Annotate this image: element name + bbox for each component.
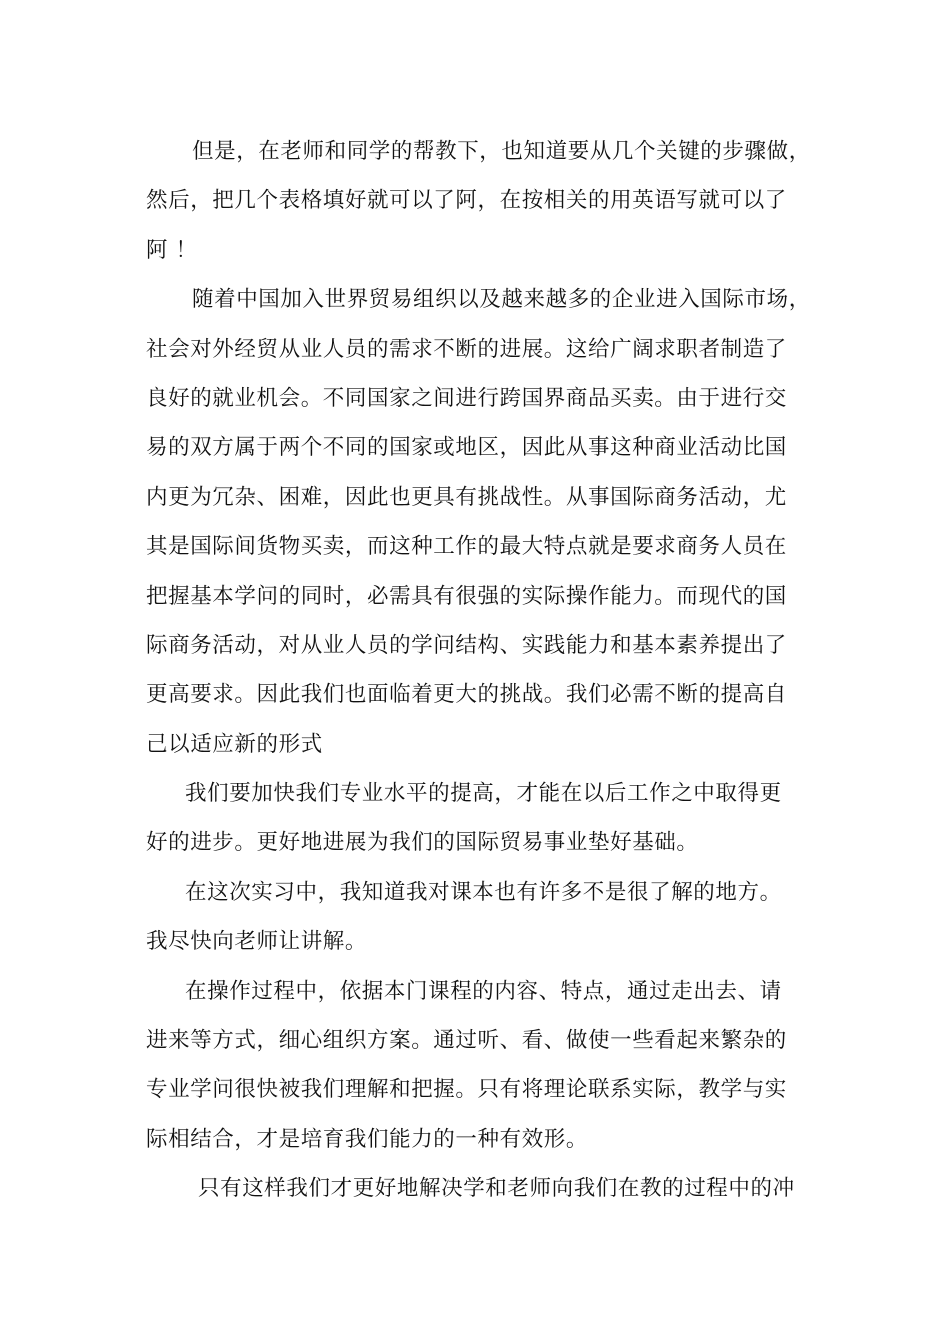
paragraph-2-line-7: 把握基本学问的同时，必需具有很强的实际操作能力。而现代的国: [146, 583, 787, 609]
paragraph-2-line-2: 社会对外经贸从业人员的需求不断的进展。这给广阔求职者制造了: [146, 336, 787, 362]
paragraph-5-line-3: 专业学问很快被我们理解和把握。只有将理论联系实际，教学与实: [146, 1077, 787, 1103]
paragraph-6-line-1: 只有这样我们才更好地解决学和老师向我们在教的过程中的冲: [198, 1176, 795, 1202]
paragraph-2-line-9: 更高要求。因此我们也面临着更大的挑战。我们必需不断的提高自: [146, 682, 787, 708]
paragraph-2-line-8: 际商务活动，对从业人员的学问结构、实践能力和基本素养提出了: [146, 632, 787, 658]
document-body: [146, 127, 810, 1214]
paragraph-2-line-10: 己以适应新的形式: [146, 731, 323, 757]
paragraph-1-line-3: 阿 ！: [146, 237, 198, 263]
paragraph-3-line-1: 我们要加快我们专业水平的提高，才能在以后工作之中取得更: [185, 781, 782, 807]
paragraph-1-line-2: 然后，把几个表格填好就可以了阿，在按相关的用英语写就可以了: [146, 188, 787, 214]
paragraph-3-line-2: 好的进步。更好地进展为我们的国际贸易事业垫好基础。: [146, 830, 699, 856]
paragraph-2-line-5: 内更为冗杂、困难，因此也更具有挑战性。从事国际商务活动，尤: [146, 484, 787, 510]
paragraph-2-line-6: 其是国际间货物买卖，而这种工作的最大特点就是要求商务人员在: [146, 534, 787, 560]
paragraph-4-line-2: 我尽快向老师让讲解。: [146, 929, 368, 955]
paragraph-2-line-3: 良好的就业机会。不同国家之间进行跨国界商品买卖。由于进行交: [146, 385, 787, 411]
paragraph-2-line-1: 随着中国加入世界贸易组织以及越来越多的企业进入国际市场，: [192, 287, 811, 313]
paragraph-5-line-1: 在操作过程中，依据本门课程的内容、特点，通过走出去、请: [185, 978, 782, 1004]
paragraph-1-line-1: 但是，在老师和同学的帮教下，也知道要从几个关键的步骤做，: [192, 139, 811, 164]
paragraph-4-line-1: 在这次实习中，我知道我对课本也有许多不是很了解的地方。: [185, 879, 782, 905]
paragraph-5-line-4: 际相结合，才是培育我们能力的一种有效形。: [146, 1126, 589, 1152]
paragraph-5-line-2: 进来等方式，细心组织方案。通过听、看、做使一些看起来繁杂的: [146, 1028, 787, 1054]
paragraph-2-line-4: 易的双方属于两个不同的国家或地区，因此从事这种商业活动比国: [146, 435, 787, 461]
